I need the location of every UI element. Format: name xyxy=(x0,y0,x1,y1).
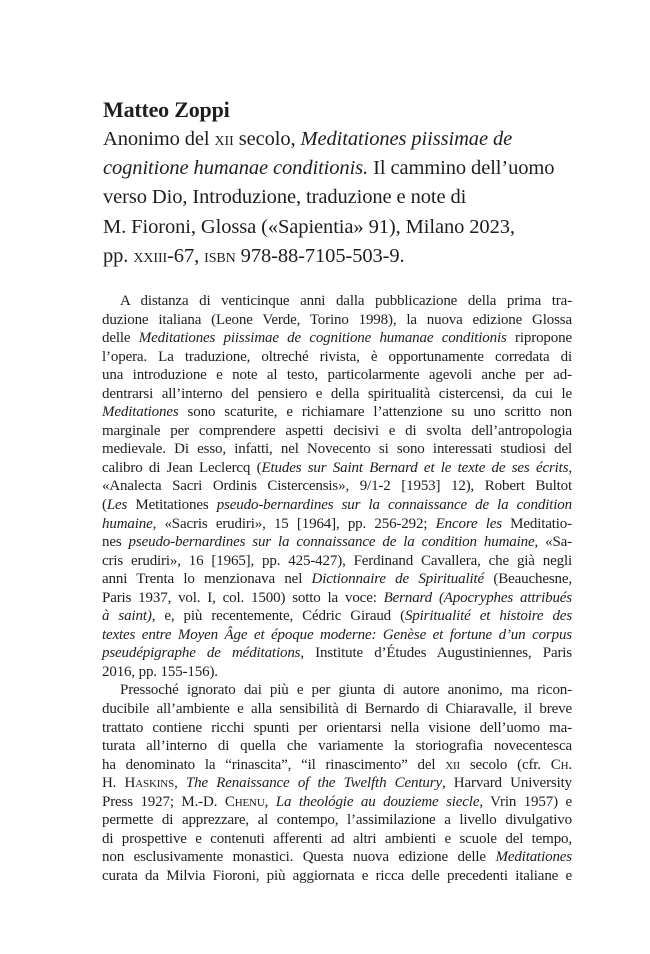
body-line xyxy=(102,830,572,849)
body-line xyxy=(102,867,572,886)
text-run: nes xyxy=(102,534,129,551)
body-line xyxy=(102,552,572,571)
small-caps-text: Ch. xyxy=(550,756,572,773)
text-run: Meditatio- xyxy=(501,515,573,532)
body-line xyxy=(102,348,572,367)
text-run: , «Sacris erudiri», 15 [1964], pp. 256-292; xyxy=(152,515,436,532)
italic-text: Dictionnaire de Spiritualité xyxy=(311,571,485,588)
text-run: , xyxy=(568,459,572,476)
text-run: cris erudiri», 16 [1965], pp. 425-427), Ferdinand Cavallera, che già negli xyxy=(102,552,572,569)
text-run: l’opera. La traduzione, oltreché rivista, è opportunamente corredata di xyxy=(102,348,572,365)
body-line xyxy=(102,607,572,626)
small-caps-text: xii xyxy=(445,756,461,773)
body-line xyxy=(102,459,572,478)
text-run: H. xyxy=(102,775,125,792)
text-run: trattato contiene ricchi spunti per orientarsi nella visione dell’uomo ma- xyxy=(102,719,572,736)
text-run: una introduzione e note al testo, particolarmente agevoli anche per ad- xyxy=(102,367,572,384)
body-line xyxy=(102,700,572,719)
small-caps-text: xxiii xyxy=(133,244,168,267)
body-line xyxy=(102,756,572,775)
text-run: turata all’interno di quella che variamente la storiografia novecentesca xyxy=(102,738,572,755)
body-line xyxy=(102,570,572,589)
italic-text: Meditationes xyxy=(102,404,179,421)
text-run: di prospettive e contenuti afferenti ad altri ambienti e scuole del tempo, xyxy=(102,830,572,847)
text-run: Metitationes xyxy=(127,497,217,514)
body-line xyxy=(102,793,572,812)
italic-text: Etudes sur Saint Bernard et le texte de ses écrits xyxy=(261,459,569,476)
body-line xyxy=(102,681,572,700)
text-run: medievale. Di esso, infatti, nel Novecento si sono interessati studiosi del xyxy=(102,441,572,458)
text-run: non esclusivamente monastici. Questa nuova edizione delle xyxy=(102,849,496,866)
text-run: , e, più recentemente, Cédric Giraud ( xyxy=(151,608,405,625)
book-reference xyxy=(103,125,573,271)
body-line xyxy=(102,422,572,441)
text-run: duzione italiana (Leone Verde, Torino 1998), la nuova edizione Glossa xyxy=(102,311,572,328)
text-run: A distanza di venticinque anni dalla pubblicazione della prima tra- xyxy=(120,293,572,309)
italic-text: humaine xyxy=(102,515,153,532)
body-line xyxy=(102,311,572,330)
text-run: pp. xyxy=(103,244,134,267)
body-line xyxy=(102,366,572,385)
text-run: marginale per comprendere aspetti decisivi e di svolta dell’antropologia xyxy=(102,422,572,439)
text-run: (Beauchesne, xyxy=(484,571,572,588)
body-line xyxy=(102,626,572,645)
text-run: , Harvard University xyxy=(441,775,572,792)
body-line xyxy=(102,329,572,348)
text-run: Anonimo del xyxy=(103,128,215,150)
small-caps-text: isbn xyxy=(204,244,236,267)
text-run: sono scaturite, e richiamare l’attenzione su uno scritto non xyxy=(178,404,572,421)
body-line xyxy=(102,292,572,311)
italic-text: Meditationes piissimae de cognitione humanae conditionis xyxy=(138,330,507,347)
body-line xyxy=(102,663,572,682)
text-run: secolo (cfr. xyxy=(460,756,551,773)
review-header xyxy=(103,95,573,271)
text-run: M. Fioroni, Glossa («Sapientia» 91), Milano 2023, xyxy=(103,215,515,238)
body-line xyxy=(102,719,572,738)
review-body xyxy=(102,292,572,886)
italic-text: pseudépigraphe de méditations xyxy=(102,645,301,662)
text-run: 978-88-7105-503-9. xyxy=(235,244,405,267)
body-line xyxy=(102,403,572,422)
text-run: curata da Milvia Fioroni, più aggiornata e ricca delle precedenti italiane e xyxy=(102,867,572,884)
body-line xyxy=(102,774,572,793)
body-line xyxy=(102,515,572,534)
body-line xyxy=(102,737,572,756)
book-reference-line xyxy=(103,154,573,183)
italic-text: La theológie au douzieme siecle xyxy=(275,793,480,810)
body-line xyxy=(102,848,572,867)
text-run: , «Sa- xyxy=(534,534,572,551)
text-run: -67, xyxy=(167,244,205,267)
italic-text: pseudo-bernardines sur la connaissance de la condition humaine xyxy=(128,534,535,551)
book-reference-line xyxy=(103,213,573,242)
review-author: Matteo Zoppi xyxy=(103,97,230,122)
text-run: ( xyxy=(102,497,107,514)
small-caps-text: Chenu xyxy=(224,793,265,810)
italic-text: Encore les xyxy=(435,515,502,532)
body-line xyxy=(102,496,572,515)
text-run: , Institute d’Études Augustiniennes, Paris xyxy=(300,645,572,662)
text-run: delle xyxy=(102,330,139,347)
body-line xyxy=(102,533,572,552)
italic-text: cognitione humanae conditionis. xyxy=(103,157,369,180)
book-reference-line xyxy=(103,242,573,271)
italic-text: The Renaissance of the Twelfth Century xyxy=(185,775,442,792)
text-run: Paris 1937, vol. I, col. 1500) sotto la voce: xyxy=(102,589,384,606)
italic-text: Meditationes piissimae de xyxy=(300,128,513,150)
text-run: Il cammino dell’uomo xyxy=(368,157,555,180)
text-run: verso Dio, Introduzione, traduzione e note di xyxy=(103,186,467,209)
italic-text: Meditationes xyxy=(495,849,572,866)
body-line xyxy=(102,477,572,496)
text-run: calibro di Jean Leclercq ( xyxy=(102,459,262,476)
text-run: Press 1927; M.-D. xyxy=(102,793,225,810)
body-line xyxy=(102,440,572,459)
text-run: ripropone xyxy=(506,330,572,347)
body-line xyxy=(102,811,572,830)
book-reference-line xyxy=(103,183,573,212)
body-line xyxy=(102,385,572,404)
text-run: secolo, xyxy=(233,128,301,150)
italic-text: textes entre Moyen Âge et époque moderne: Genèse et fortune d’un corpus xyxy=(102,626,572,643)
text-run: ducibile all’ambiente e alla sensibilità di Bernardo di Chiaravalle, il breve xyxy=(102,701,572,718)
text-run: , Vrin 1957) e xyxy=(479,793,572,810)
text-run: permette di apprezzare, al contempo, l’assimilazione a livello divulgativo xyxy=(102,812,572,829)
italic-text: Spiritualité et histoire des xyxy=(404,608,573,625)
text-run: 2016, pp. 155-156). xyxy=(102,663,218,680)
text-run: ha denominato la “rinascita”, “il rinascimento” del xyxy=(102,756,446,773)
small-caps-text: xii xyxy=(214,128,234,150)
text-run: Pressoché ignorato dai più e per giunta di autore anonimo, ma ricon- xyxy=(120,682,572,699)
text-run: «Analecta Sacri Ordinis Cistercensis», 9/1-2 [1953] 12), Robert Bultot xyxy=(102,478,572,495)
italic-text: à saint) xyxy=(102,608,152,625)
italic-text: pseudo-bernardines sur la connaissance de la condition xyxy=(216,497,572,514)
text-run: anni Trenta lo menzionava nel xyxy=(102,571,312,588)
body-line xyxy=(102,644,572,663)
body-line xyxy=(102,589,572,608)
italic-text: Les xyxy=(106,497,128,514)
text-run: , xyxy=(174,775,186,792)
text-run: , xyxy=(264,793,276,810)
italic-text: Bernard (Apocryphes attribués xyxy=(383,589,572,606)
text-run: dentrarsi all’interno del pensiero e della spiritualità cistercensi, da cui le xyxy=(102,385,572,402)
book-reference-line xyxy=(103,125,573,154)
small-caps-text: Haskins xyxy=(124,775,175,792)
